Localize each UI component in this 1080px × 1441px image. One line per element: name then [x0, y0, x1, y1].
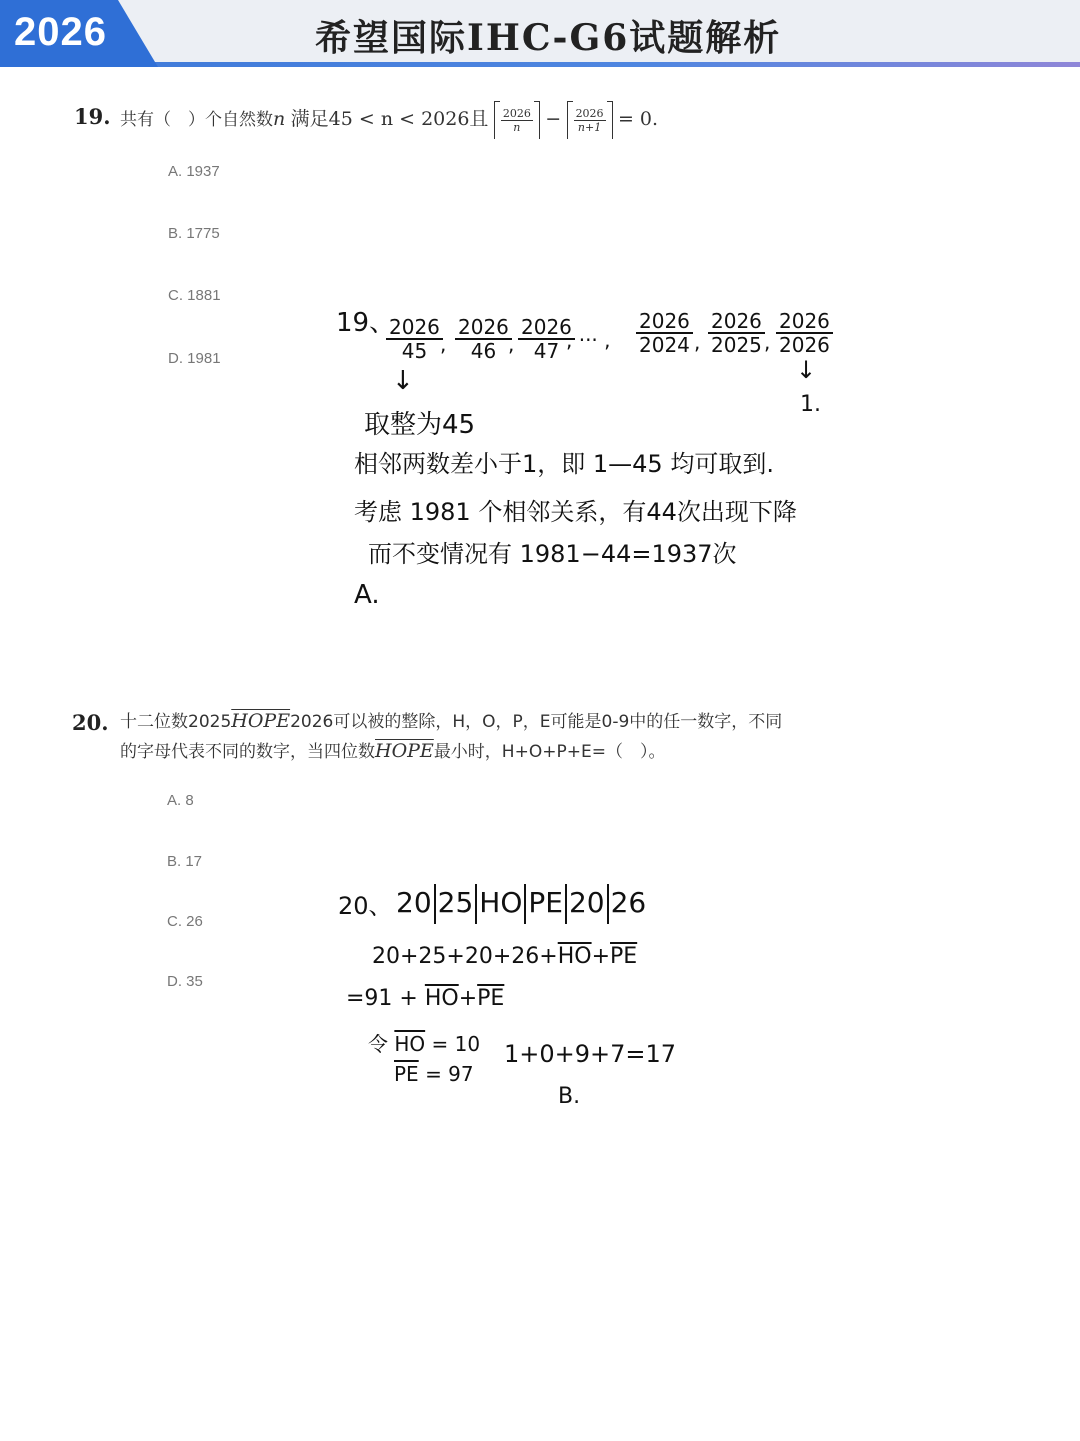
- hw-pe: $\overline{PE}$: [394, 1062, 419, 1086]
- hw-fraction: [776, 310, 833, 356]
- hw-text: = 10: [431, 1032, 481, 1056]
- hw-right-value: 1.: [800, 392, 821, 417]
- hw-19-line2: 相邻两数差小于1，即 1—45 均可取到.: [354, 450, 774, 478]
- hw-divider: [524, 884, 526, 924]
- fraction-2: [574, 107, 606, 134]
- stem-text: 2026可以被的整除，H，O，P，E可能是0-9中的任一数字，不同: [290, 712, 783, 732]
- hw-fraction-num: 2026: [386, 316, 443, 340]
- hw-fraction-num: 2026: [776, 310, 833, 334]
- hw-segment: HO: [479, 886, 523, 919]
- hw-divider: [475, 884, 477, 924]
- stem-end: = 0.: [617, 108, 659, 130]
- hw-20-line2: [346, 986, 504, 1011]
- fraction-2-numerator: 2026: [575, 106, 604, 120]
- page-header: [0, 0, 1080, 74]
- hw-text: +: [458, 986, 478, 1011]
- hw-segment: 20: [396, 886, 432, 919]
- hw-comma: ,: [764, 330, 771, 354]
- hw-segment: 26: [610, 886, 647, 919]
- hw-19-line1: 取整为45: [364, 410, 476, 440]
- hw-19-label: 19、: [336, 308, 396, 338]
- option-b[interactable]: B. 17: [167, 853, 203, 870]
- hw-text: 20+25+20+26+: [372, 944, 558, 969]
- hw-19-answer: A.: [354, 580, 380, 610]
- hw-fraction-num: 2026: [636, 310, 693, 334]
- floor-bracket-1: [494, 103, 540, 137]
- hw-fraction-den: 47: [533, 339, 560, 363]
- hw-fraction-num: 2026: [708, 310, 765, 334]
- option-a[interactable]: A. 8: [167, 792, 194, 809]
- hw-fraction-den: 46: [470, 339, 497, 363]
- hw-text: +: [591, 944, 611, 969]
- question-20-stem-line1: [120, 706, 782, 737]
- hw-ellipsis: , ··· ,: [566, 328, 611, 352]
- stem-prefix: 共有（ ）个自然数: [120, 110, 273, 130]
- stem-inequality: 满足45 < n < 2026且: [290, 108, 489, 130]
- hw-segment: 20: [568, 886, 605, 919]
- hw-20-label: 20、: [338, 892, 393, 920]
- minus-sign: −: [545, 108, 562, 130]
- hw-ho: $\overline{HO}$: [394, 1032, 426, 1056]
- down-arrow-icon: ↓: [392, 366, 414, 396]
- hw-text: =91 +: [346, 986, 418, 1011]
- hw-divider: [607, 884, 609, 924]
- fraction-1-denominator: n: [513, 120, 521, 134]
- hw-20-line1: [372, 944, 637, 969]
- hw-fraction: [636, 310, 693, 356]
- hw-pe: $\overline{PE}$: [477, 986, 505, 1011]
- hw-segment: 25: [437, 886, 474, 919]
- option-c[interactable]: C. 1881: [168, 287, 221, 304]
- hw-fraction-num: 2026: [518, 316, 575, 340]
- hw-comma: ,: [694, 330, 701, 354]
- question-number: 19.: [74, 104, 111, 129]
- hw-fraction-num: 2026: [455, 316, 512, 340]
- hw-20-line4: [394, 1062, 474, 1086]
- hw-fraction: [386, 316, 443, 362]
- stem-var-n: n: [273, 108, 286, 130]
- hw-20-line3: [368, 1028, 480, 1057]
- question-20: [72, 710, 109, 735]
- hw-fraction: [455, 315, 515, 363]
- hw-fraction-den: 2026: [779, 333, 830, 357]
- option-c[interactable]: C. 26: [167, 913, 203, 930]
- stem-text: 的字母代表不同的数字，当四位数: [120, 742, 375, 762]
- hw-fraction-den: 2025: [711, 333, 762, 357]
- year-label: 2026: [14, 10, 107, 54]
- hw-19-line4: 而不变情况有 1981−44=1937次: [368, 540, 737, 568]
- stem-hope: HOPE: [231, 710, 291, 732]
- hw-divider: [434, 884, 436, 924]
- option-d[interactable]: D. 35: [167, 973, 203, 990]
- down-arrow-icon: ↓: [796, 356, 817, 384]
- question-20-stem-line2: [120, 736, 665, 767]
- fraction-2-denominator: n+1: [577, 120, 602, 134]
- hw-19-line3: 考虑 1981 个相邻关系，有44次出现下降: [354, 498, 797, 526]
- option-b[interactable]: B. 1775: [168, 225, 220, 242]
- hw-ho: $\overline{HO}$: [557, 944, 592, 969]
- stem-text: 最小时，H+O+P+E=（ ）。: [433, 742, 666, 762]
- floor-bracket-2: [567, 103, 613, 137]
- page-title: 希望国际IHC-G6试题解析: [315, 17, 782, 59]
- hw-fraction-den: 45: [401, 339, 428, 363]
- hw-segment: PE: [528, 886, 563, 919]
- hw-20-number-split: [396, 882, 646, 924]
- hw-comma: ,: [508, 332, 515, 356]
- question-19: [74, 104, 111, 129]
- hw-20-sum: 1+0+9+7=17: [504, 1040, 677, 1068]
- hw-20-answer: B.: [558, 1084, 581, 1109]
- hw-comma: ,: [440, 332, 447, 356]
- question-19-stem: [120, 102, 658, 137]
- stem-text: 十二位数2025: [120, 712, 232, 732]
- hw-pe: $\overline{PE}$: [610, 944, 638, 969]
- hw-fraction: [708, 310, 765, 356]
- hw-divider: [565, 884, 567, 924]
- option-a[interactable]: A. 1937: [168, 163, 220, 180]
- option-d[interactable]: D. 1981: [168, 350, 221, 367]
- hw-text: = 97: [425, 1062, 474, 1086]
- fraction-1: [501, 107, 533, 134]
- header-accent-line: [0, 62, 1080, 67]
- hw-text: 令: [368, 1032, 388, 1056]
- hw-ho: $\overline{HO}$: [424, 986, 459, 1011]
- stem-hope: HOPE: [375, 740, 434, 762]
- fraction-1-numerator: 2026: [502, 106, 531, 120]
- question-number: 20.: [72, 710, 109, 735]
- hw-fraction-den: 2024: [639, 333, 690, 357]
